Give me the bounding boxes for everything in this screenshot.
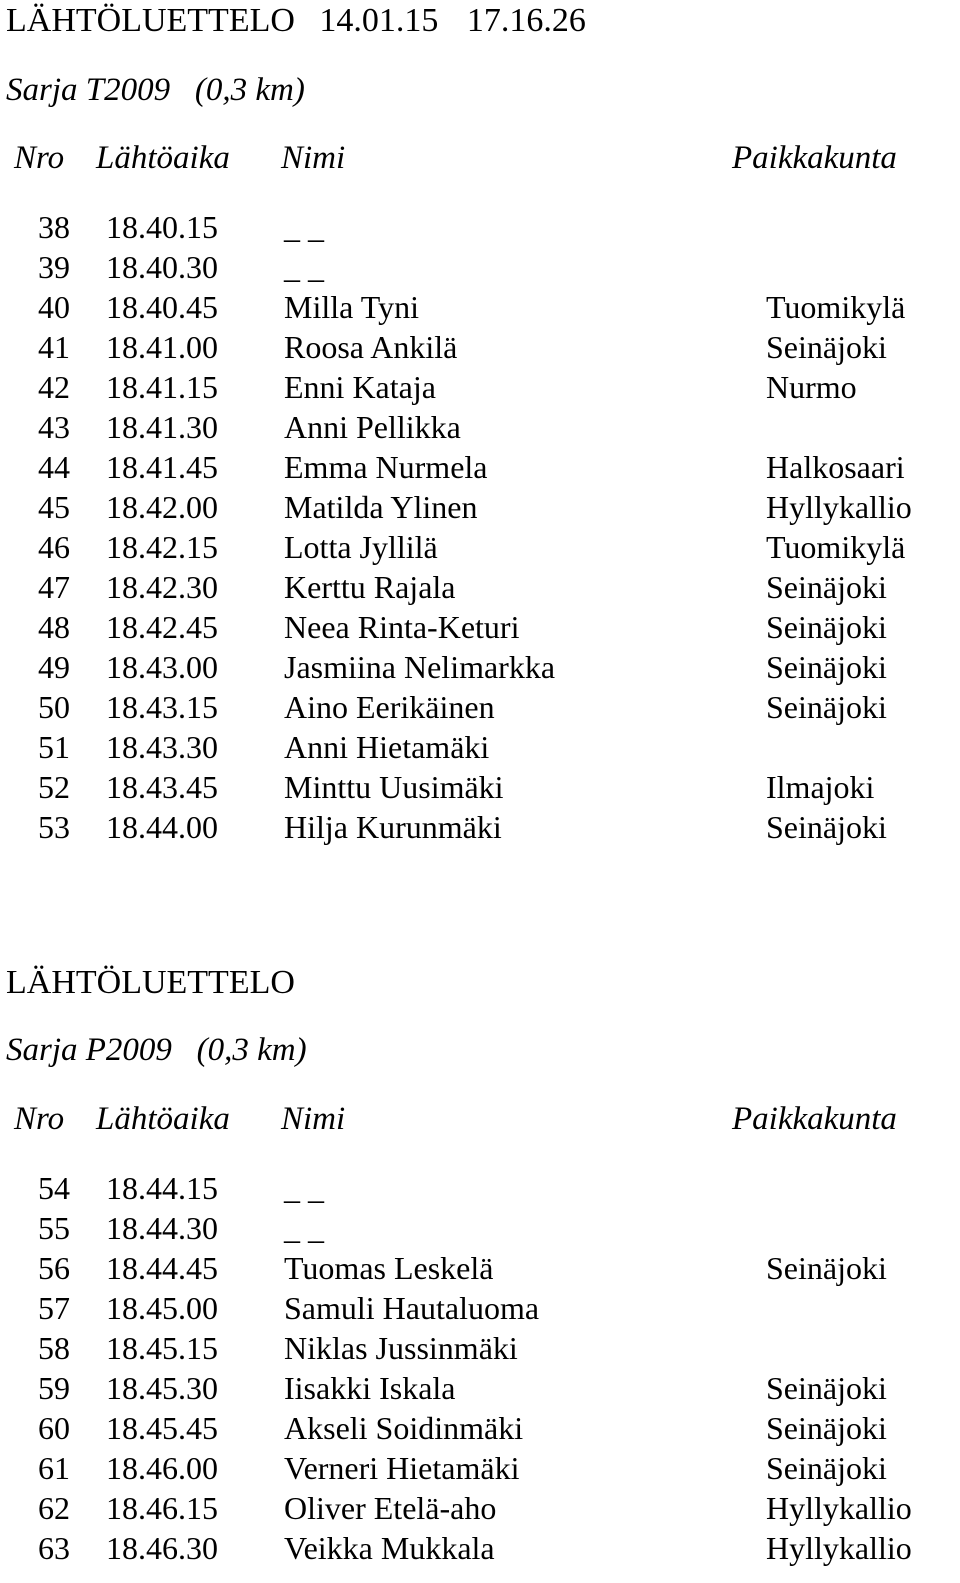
table-row [0,731,960,771]
home-town: Nurmo [766,369,857,405]
start-number: 58 [38,1330,70,1366]
header-nro: Nro [14,140,65,176]
start-number: 56 [38,1250,70,1286]
table-row [0,331,960,371]
competitor-name: Minttu Uusimäki [284,769,504,805]
competitor-name: Anni Pellikka [284,409,461,445]
table-row [0,651,960,691]
start-number: 50 [38,689,70,725]
table-row [0,531,960,571]
table-row [0,811,960,851]
competitor-name: _ _ [284,1170,324,1206]
start-time: 18.44.30 [106,1210,218,1246]
start-time: 18.46.15 [106,1490,218,1526]
competitor-name: Jasmiina Nelimarkka [284,649,556,685]
start-number: 48 [38,609,70,645]
section1-header-row [0,142,960,182]
start-number: 59 [38,1370,70,1406]
competitor-name: Anni Hietamäki [284,729,490,765]
home-town: Seinäjoki [766,1450,887,1486]
table-row [0,611,960,651]
start-number: 57 [38,1290,70,1326]
start-number: 45 [38,489,70,525]
section1-title-main: LÄHTÖLUETTELO [6,2,295,39]
competitor-name: Hilja Kurunmäki [284,809,502,845]
competitor-name: Kerttu Rajala [284,569,456,605]
start-time: 18.44.00 [106,809,218,845]
start-number: 63 [38,1530,70,1566]
competitor-name: Niklas Jussinmäki [284,1330,518,1366]
home-town: Hyllykallio [766,489,912,525]
start-number: 42 [38,369,70,405]
home-town: Seinäjoki [766,609,887,645]
start-number: 47 [38,569,70,605]
start-number: 39 [38,249,70,285]
home-town: Seinäjoki [766,689,887,725]
home-town: Hyllykallio [766,1490,912,1526]
start-number: 52 [38,769,70,805]
competitor-name: Akseli Soidinmäki [284,1410,524,1446]
home-town: Seinäjoki [766,1370,887,1406]
start-time: 18.41.00 [106,329,218,365]
competitor-name: _ _ [284,249,324,285]
table-row [0,1252,960,1292]
start-time: 18.42.00 [106,489,218,525]
header-time: Lähtöaika [96,140,230,176]
start-time: 18.42.45 [106,609,218,645]
start-time: 18.43.30 [106,729,218,765]
section2-series: Sarja P2009 (0,3 km) [6,1032,307,1068]
start-number: 61 [38,1450,70,1486]
home-town: Seinäjoki [766,649,887,685]
home-town: Ilmajoki [766,769,875,805]
table-row [0,1212,960,1252]
table-row [0,1372,960,1412]
competitor-name: Verneri Hietamäki [284,1450,520,1486]
header-time: Lähtöaika [96,1101,230,1137]
competitor-name: Tuomas Leskelä [284,1250,494,1286]
competitor-name: Enni Kataja [284,369,436,405]
start-time: 18.43.00 [106,649,218,685]
start-number: 46 [38,529,70,565]
home-town: Tuomikylä [766,289,906,325]
table-row [0,1412,960,1452]
competitor-name: _ _ [284,209,324,245]
section1-title [6,4,586,38]
section1-series: Sarja T2009 (0,3 km) [6,72,305,108]
home-town: Seinäjoki [766,329,887,365]
header-place: Paikkakunta [732,1101,897,1137]
competitor-name: Lotta Jyllilä [284,529,438,565]
start-number: 38 [38,209,70,245]
home-town: Seinäjoki [766,1410,887,1446]
competitor-name: _ _ [284,1210,324,1246]
competitor-name: Veikka Mukkala [284,1530,495,1566]
table-row [0,491,960,531]
start-number: 53 [38,809,70,845]
table-row [0,291,960,331]
home-town: Seinäjoki [766,569,887,605]
competitor-name: Oliver Etelä-aho [284,1490,497,1526]
competitor-name: Matilda Ylinen [284,489,478,525]
start-number: 44 [38,449,70,485]
start-time: 18.40.45 [106,289,218,325]
table-row [0,1292,960,1332]
table-row [0,371,960,411]
start-time: 18.40.15 [106,209,218,245]
table-row [0,1492,960,1532]
start-time: 18.42.30 [106,569,218,605]
start-time: 18.45.00 [106,1290,218,1326]
start-number: 60 [38,1410,70,1446]
home-town: Seinäjoki [766,809,887,845]
start-number: 51 [38,729,70,765]
start-time: 18.45.45 [106,1410,218,1446]
section2-title: LÄHTÖLUETTELO [6,964,295,1001]
competitor-name: Emma Nurmela [284,449,488,485]
table-row [0,691,960,731]
table-row [0,571,960,611]
home-town: Tuomikylä [766,529,906,565]
start-time: 18.43.15 [106,689,218,725]
table-row [0,1452,960,1492]
competitor-name: Neea Rinta-Keturi [284,609,520,645]
start-time: 18.41.30 [106,409,218,445]
start-time: 18.41.15 [106,369,218,405]
header-place: Paikkakunta [732,140,897,176]
start-number: 55 [38,1210,70,1246]
competitor-name: Iisakki Iskala [284,1370,456,1406]
start-number: 62 [38,1490,70,1526]
start-time: 18.41.45 [106,449,218,485]
table-row [0,1532,960,1572]
home-town: Seinäjoki [766,1250,887,1286]
section1-title-time: 17.16.26 [466,2,586,39]
start-number: 40 [38,289,70,325]
start-time: 18.44.45 [106,1250,218,1286]
start-time: 18.45.15 [106,1330,218,1366]
start-time: 18.46.00 [106,1450,218,1486]
header-name: Nimi [281,140,346,176]
header-name: Nimi [281,1101,346,1137]
start-time: 18.42.15 [106,529,218,565]
table-row [0,771,960,811]
start-time: 18.43.45 [106,769,218,805]
start-time: 18.44.15 [106,1170,218,1206]
table-row [0,1172,960,1212]
start-number: 54 [38,1170,70,1206]
table-row [0,411,960,451]
section1-title-date: 14.01.15 [319,2,439,39]
start-number: 41 [38,329,70,365]
table-row [0,451,960,491]
table-row [0,211,960,251]
home-town: Halkosaari [766,449,905,485]
start-time: 18.45.30 [106,1370,218,1406]
home-town: Hyllykallio [766,1530,912,1566]
table-row [0,1332,960,1372]
start-number: 49 [38,649,70,685]
start-time: 18.40.30 [106,249,218,285]
competitor-name: Samuli Hautaluoma [284,1290,540,1326]
start-number: 43 [38,409,70,445]
table-row [0,251,960,291]
section2-header-row [0,1103,960,1143]
start-time: 18.46.30 [106,1530,218,1566]
competitor-name: Roosa Ankilä [284,329,458,365]
header-nro: Nro [14,1101,65,1137]
competitor-name: Aino Eerikäinen [284,689,495,725]
competitor-name: Milla Tyni [284,289,419,325]
